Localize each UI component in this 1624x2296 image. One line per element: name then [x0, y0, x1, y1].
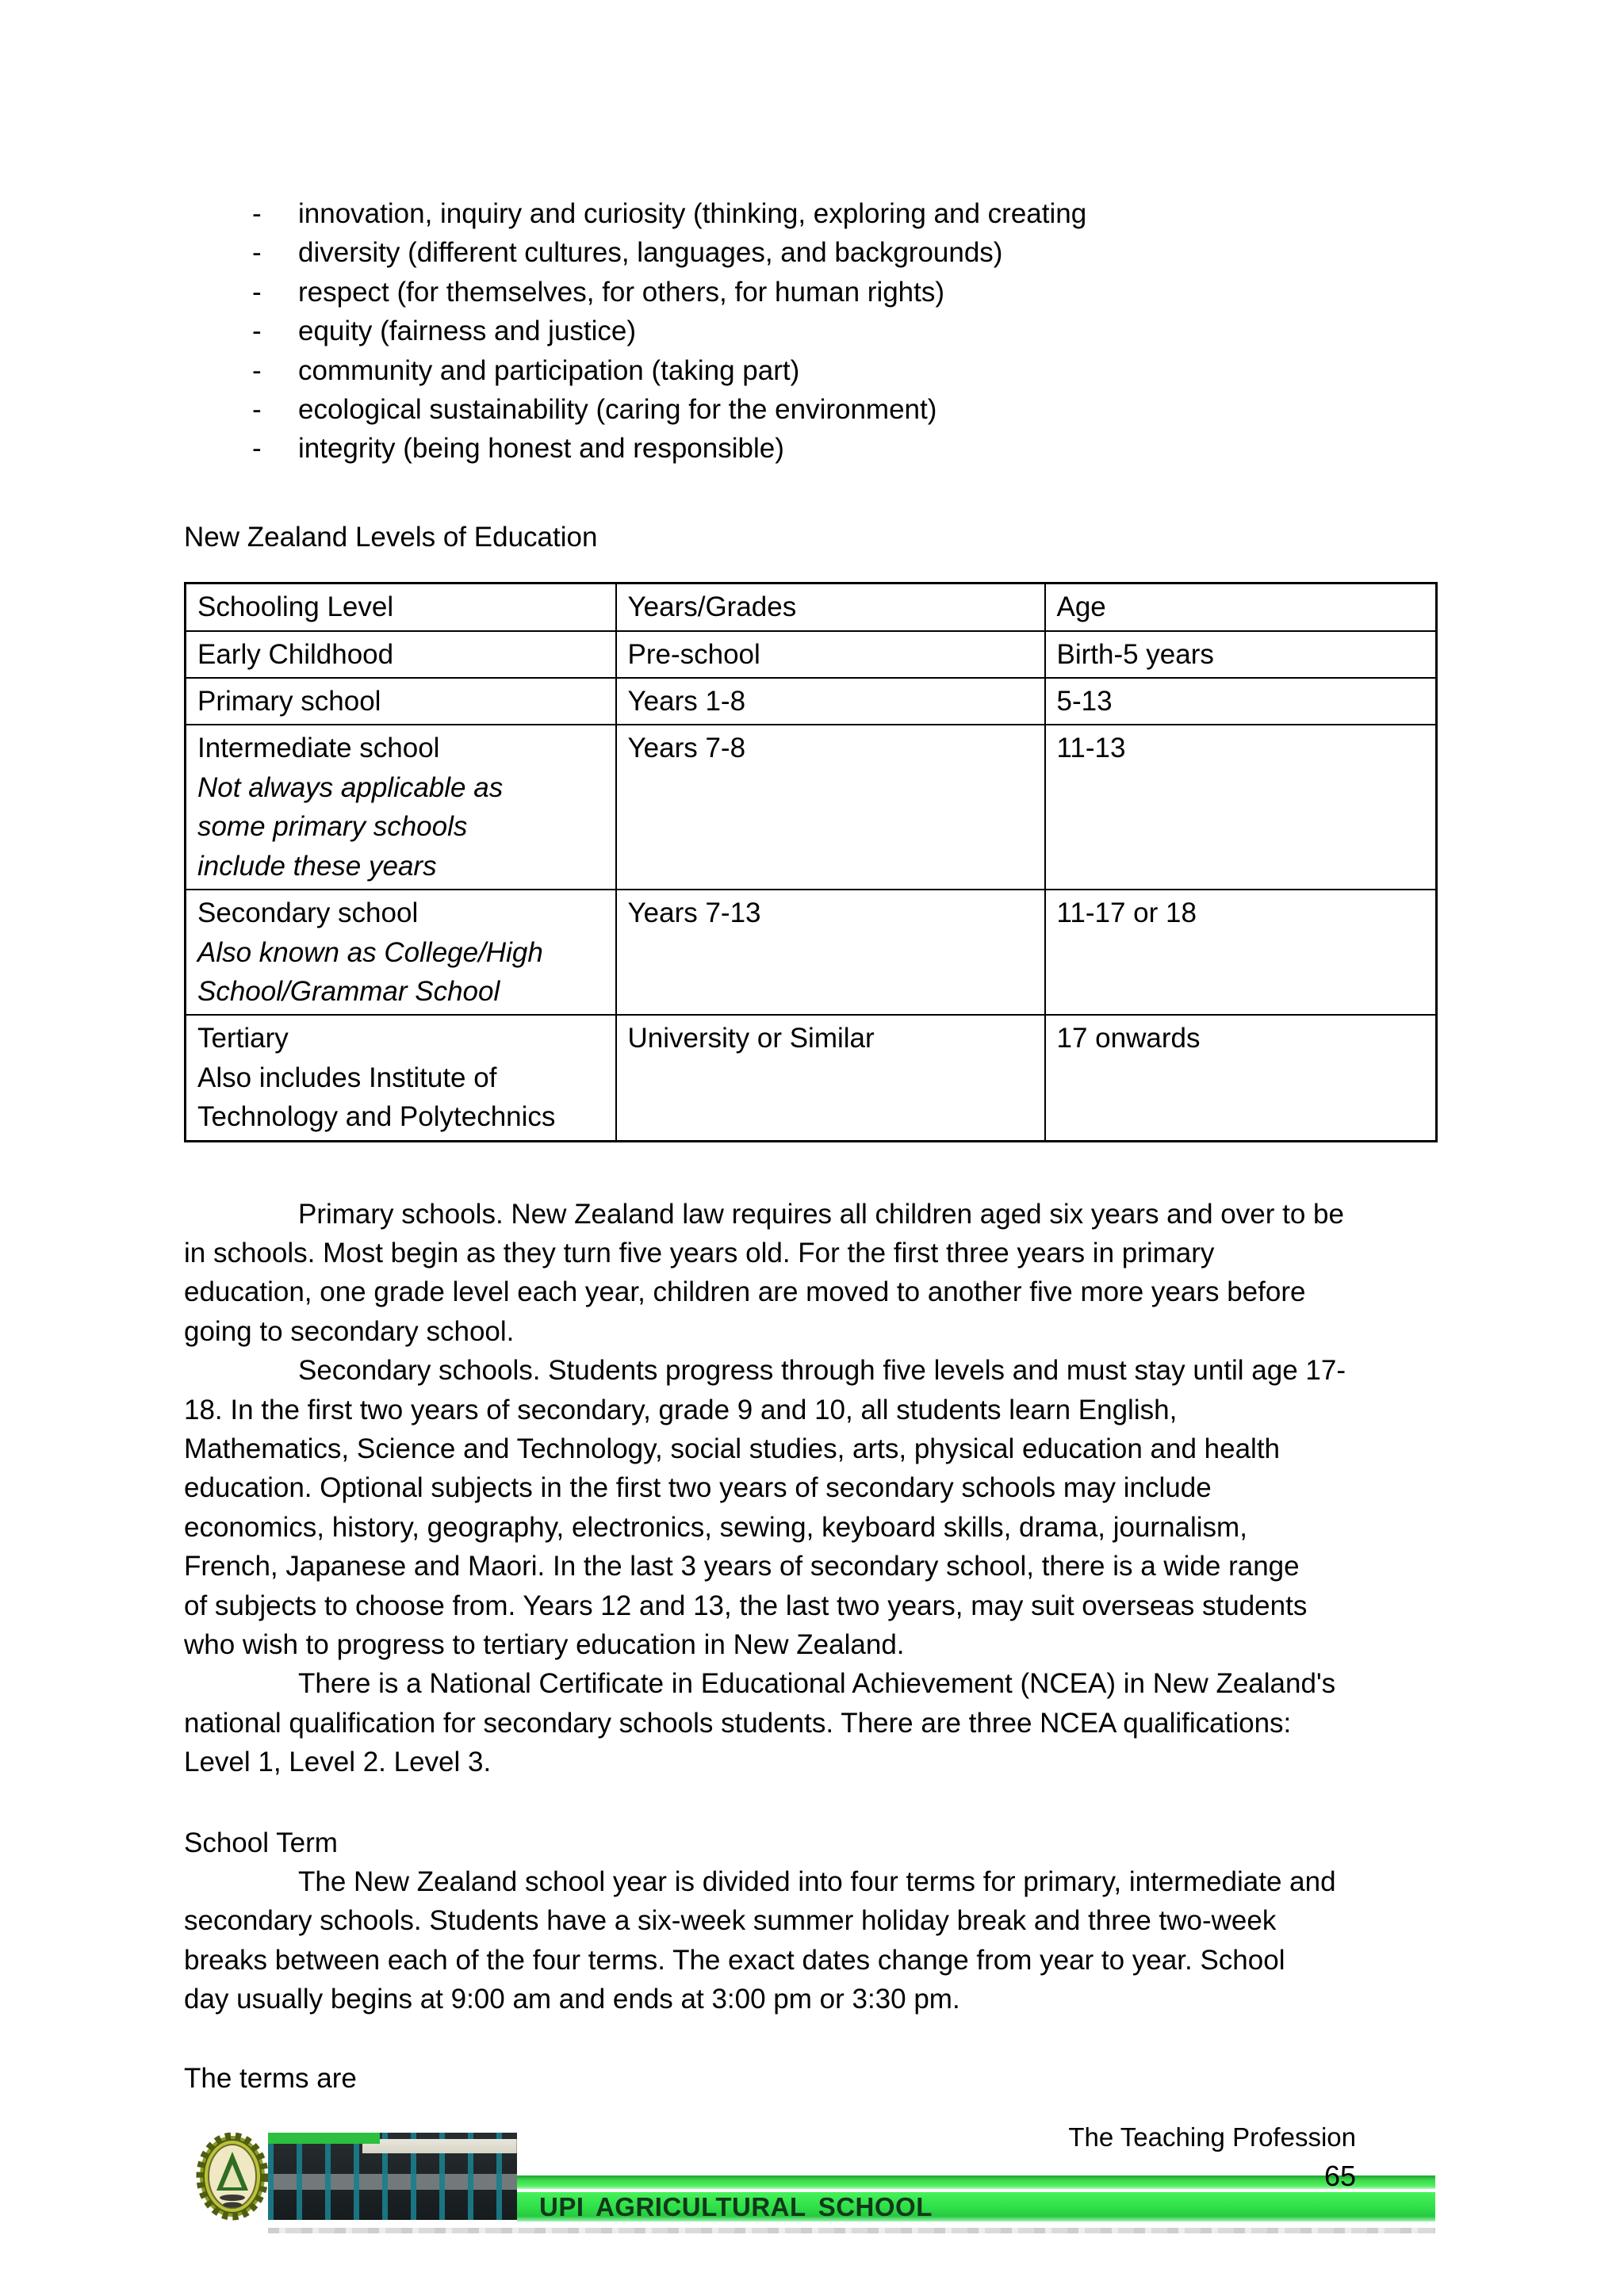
paragraph-line: breaks between each of the four terms. The exact dates change from year to year. School [184, 1944, 1285, 1976]
table-cell: Years 7-8 [616, 725, 1045, 890]
page-footer [184, 2122, 1435, 2256]
list-item-text: innovation, inquiry and curiosity (thinking, exploring and creating [298, 198, 1087, 229]
table-cell: 11-17 or 18 [1045, 890, 1437, 1015]
banner-shadow-line [268, 2228, 1435, 2233]
cell-level: Tertiary [197, 1023, 289, 1054]
paragraph-line: Secondary schools. Students progress through five levels and must stay until age 17- [298, 1355, 1346, 1387]
list-item [184, 390, 1435, 429]
paragraph-line: education, one grade level each year, children are moved to another five more years before [184, 1276, 1306, 1308]
table-cell: 5-13 [1045, 678, 1437, 725]
cell-note: Also known as College/High [197, 936, 543, 968]
school-term-heading: School Term [184, 1827, 338, 1858]
table-cell: University or Similar [616, 1015, 1045, 1141]
banner-main-bar [517, 2192, 1435, 2221]
paragraph-line: of subjects to choose from. Years 12 and 13, the last two years, may suit overseas students [184, 1590, 1308, 1621]
paragraph-secondary-schools [184, 1351, 1435, 1664]
paragraph-line: going to secondary school. [184, 1315, 515, 1347]
list-item-text: ecological sustainability (caring for the environment) [298, 394, 937, 426]
banner-top-bar [517, 2175, 1435, 2189]
list-item [184, 429, 1435, 468]
table-row [186, 725, 1437, 890]
table-header-row [186, 584, 1437, 631]
cell-note: some primary schools [197, 811, 468, 843]
table-cell: Birth-5 years [1045, 631, 1437, 678]
paragraph-line: There is a National Certificate in Educational Achievement (NCEA) in New Zealand's [298, 1668, 1336, 1700]
paragraph-line: Mathematics, Science and Technology, social studies, arts, physical education and health [184, 1433, 1281, 1464]
page-number: 65 [1323, 2160, 1356, 2192]
paragraph-line: national qualification for secondary schools students. There are three NCEA qualifications: [184, 1707, 1292, 1739]
list-item [184, 233, 1435, 272]
paragraph-line: education. Optional subjects in the first two years of secondary schools may include [184, 1472, 1212, 1504]
paragraph-school-term [184, 1862, 1435, 2019]
table-cell: Early Childhood [186, 631, 616, 678]
table-row [186, 678, 1437, 725]
banner-text: UPI AGRICULTURAL SCHOOL [539, 2191, 933, 2221]
values-list [184, 0, 1435, 469]
paragraph-line: economics, history, geography, electronics, sewing, keyboard skills, drama, journalism, [184, 1511, 1247, 1543]
running-title: The Teaching Profession [1068, 2122, 1356, 2152]
paragraph-line: day usually begins at 9:00 am and ends at 3:00 pm or 3:30 pm. [184, 1984, 960, 2015]
paragraph-primary-schools [184, 1195, 1435, 1352]
cell-note: School/Grammar School [197, 975, 500, 1007]
paragraph-line: Level 1, Level 2. Level 3. [184, 1747, 492, 1778]
table-cell: Years 7-13 [616, 890, 1045, 1015]
cell-note: Technology and Polytechnics [197, 1101, 556, 1133]
table-cell [186, 1015, 616, 1141]
list-item-marker: - [252, 276, 262, 308]
table-cell: 17 onwards [1045, 1015, 1437, 1141]
table-cell: Pre-school [616, 631, 1045, 678]
cell-note: Also includes Institute of [197, 1062, 497, 1093]
list-item-marker: - [252, 433, 262, 465]
list-item-marker: - [252, 316, 262, 347]
table-row [186, 1015, 1437, 1141]
list-item-text: integrity (being honest and responsible) [298, 433, 784, 465]
cell-note: Not always applicable as [197, 771, 504, 803]
cell-level: Intermediate school [197, 733, 440, 764]
list-item-text: equity (fairness and justice) [298, 316, 637, 347]
document-content [184, 0, 1435, 2098]
paragraph-line: who wish to progress to tertiary education in New Zealand. [184, 1629, 905, 1660]
list-item-marker: - [252, 354, 262, 386]
list-item [184, 312, 1435, 350]
list-item-text: community and participation (taking part) [298, 354, 800, 386]
paragraph-ncea [184, 1664, 1435, 1781]
paragraph-line: in schools. Most begin as they turn five years old. For the first three years in primary [184, 1237, 1215, 1269]
table-row [186, 890, 1437, 1015]
table-row [186, 631, 1437, 678]
table-header-cell: Age [1045, 584, 1437, 631]
paragraph-line: Primary schools. New Zealand law requires all children aged six years and over to be [298, 1198, 1344, 1230]
list-item-marker: - [252, 237, 262, 269]
school-building-photo [268, 2133, 517, 2220]
list-item [184, 273, 1435, 312]
banner [517, 2175, 1435, 2221]
table-header-cell: Years/Grades [616, 584, 1045, 631]
table-cell [186, 890, 616, 1015]
table-cell [186, 725, 616, 890]
list-item-marker: - [252, 394, 262, 426]
section-heading: New Zealand Levels of Education [184, 521, 598, 553]
education-levels-table [184, 582, 1438, 1142]
closing-line: The terms are [184, 2062, 357, 2094]
list-item [184, 351, 1435, 390]
list-item-text: respect (for themselves, for others, for human rights) [298, 276, 945, 308]
table-cell: Primary school [186, 678, 616, 725]
list-item-text: diversity (different cultures, languages, and backgrounds) [298, 237, 1003, 269]
paragraph-line: The New Zealand school year is divided into four terms for primary, intermediate and [298, 1866, 1336, 1898]
cell-level: Secondary school [197, 897, 419, 929]
school-seal-logo [195, 2131, 270, 2221]
table-cell: 11-13 [1045, 725, 1437, 890]
list-item-marker: - [252, 198, 262, 229]
paragraph-line: secondary schools. Students have a six-week summer holiday break and three two-week [184, 1905, 1277, 1937]
paragraph-line: 18. In the first two years of secondary, grade 9 and 10, all students learn English, [184, 1394, 1178, 1425]
table-cell: Years 1-8 [616, 678, 1045, 725]
table-header-cell: Schooling Level [186, 584, 616, 631]
paragraph-line: French, Japanese and Maori. In the last 3 years of secondary school, there is a wide range [184, 1551, 1300, 1582]
cell-note: include these years [197, 850, 437, 882]
list-item [184, 194, 1435, 233]
